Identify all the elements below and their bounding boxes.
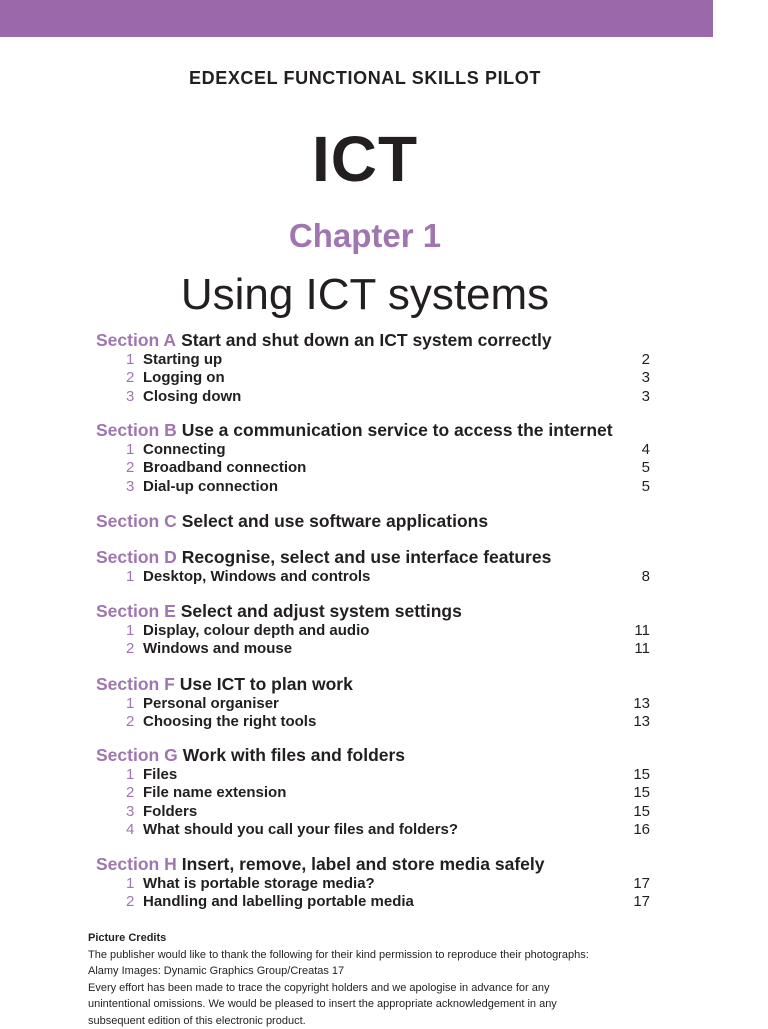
toc-section: [96, 329, 716, 406]
toc-entry: [96, 821, 716, 839]
entry-title: Connecting: [143, 441, 226, 459]
picture-credits: [88, 930, 728, 1029]
entry-page-number: 13: [616, 695, 650, 713]
entry-title: What is portable storage media?: [143, 875, 375, 893]
toc-entry: [96, 640, 716, 658]
section-title: Insert, remove, label and store media safely: [182, 854, 545, 874]
entry-number: 3: [126, 388, 134, 406]
entry-page-number: 13: [616, 713, 650, 731]
section-label: Section D: [96, 547, 177, 567]
entry-title: Personal organiser: [143, 695, 279, 713]
entry-number: 2: [126, 713, 134, 731]
toc-entry: [96, 441, 716, 459]
toc-entry: [96, 622, 716, 640]
section-heading: [96, 329, 716, 351]
section-title: Work with files and folders: [183, 745, 405, 765]
entry-title: Starting up: [143, 351, 222, 369]
entry-number: 2: [126, 459, 134, 477]
entry-page-number: 15: [616, 784, 650, 802]
entry-number: 1: [126, 875, 134, 893]
entry-page-number: 3: [616, 388, 650, 406]
entry-page-number: 15: [616, 766, 650, 784]
section-label: Section B: [96, 420, 177, 440]
toc-entry: [96, 784, 716, 802]
toc-section: [96, 744, 716, 839]
section-heading: [96, 853, 716, 875]
toc-entry: [96, 713, 716, 731]
entry-number: 2: [126, 893, 134, 911]
section-heading: [96, 600, 716, 622]
credits-line: subsequent edition of this electronic product.: [88, 1013, 728, 1029]
entry-page-number: 17: [616, 875, 650, 893]
section-heading: [96, 673, 716, 695]
chapter-title: Using ICT systems: [0, 270, 730, 320]
entry-title: Files: [143, 766, 177, 784]
toc-entry: [96, 478, 716, 496]
entry-number: 1: [126, 622, 134, 640]
entry-title: Dial-up connection: [143, 478, 278, 496]
entry-number: 3: [126, 803, 134, 821]
entry-number: 1: [126, 568, 134, 586]
section-label: Section F: [96, 674, 175, 694]
entry-number: 2: [126, 640, 134, 658]
toc-section: [96, 673, 716, 732]
toc-entry: [96, 388, 716, 406]
section-label: Section G: [96, 745, 178, 765]
toc-section: [96, 600, 716, 659]
credits-line: Alamy Images: Dynamic Graphics Group/Creatas 17: [88, 963, 728, 980]
entry-title: Display, colour depth and audio: [143, 622, 369, 640]
section-title: Recognise, select and use interface features: [182, 547, 552, 567]
entry-page-number: 4: [616, 441, 650, 459]
entry-page-number: 17: [616, 893, 650, 911]
toc-entry: [96, 766, 716, 784]
entry-page-number: 2: [616, 351, 650, 369]
series-title: EDEXCEL FUNCTIONAL SKILLS PILOT: [0, 68, 730, 89]
toc-section: [96, 853, 716, 912]
credits-line: Every effort has been made to trace the copyright holders and we apologise in advance for any: [88, 980, 728, 997]
entry-page-number: 16: [616, 821, 650, 839]
toc-entry: [96, 875, 716, 893]
section-label: Section H: [96, 854, 177, 874]
toc-entry: [96, 695, 716, 713]
section-title: Use a communication service to access the internet: [182, 420, 613, 440]
entry-title: Choosing the right tools: [143, 713, 316, 731]
section-heading: [96, 419, 716, 441]
section-label: Section A: [96, 330, 176, 350]
entry-page-number: 3: [616, 369, 650, 387]
credits-title: Picture Credits: [88, 930, 728, 947]
entry-title: Broadband connection: [143, 459, 306, 477]
section-title: Select and adjust system settings: [181, 601, 462, 621]
entry-number: 4: [126, 821, 134, 839]
section-heading: [96, 546, 716, 568]
toc-section: [96, 546, 716, 586]
entry-number: 1: [126, 351, 134, 369]
chapter-label: Chapter 1: [0, 217, 730, 255]
entry-title: File name extension: [143, 784, 286, 802]
toc-entry: [96, 351, 716, 369]
entry-page-number: 11: [616, 622, 650, 640]
entry-page-number: 8: [616, 568, 650, 586]
toc-entry: [96, 369, 716, 387]
toc-entry: [96, 459, 716, 477]
entry-title: Folders: [143, 803, 197, 821]
entry-title: Logging on: [143, 369, 225, 387]
entry-number: 3: [126, 478, 134, 496]
toc-entry: [96, 568, 716, 586]
section-title: Select and use software applications: [182, 511, 488, 531]
entry-page-number: 5: [616, 478, 650, 496]
section-heading: [96, 510, 716, 532]
subject-title: ICT: [0, 122, 730, 196]
section-heading: [96, 744, 716, 766]
section-label: Section C: [96, 511, 177, 531]
entry-number: 2: [126, 369, 134, 387]
entry-page-number: 11: [616, 640, 650, 658]
entry-number: 1: [126, 766, 134, 784]
entry-title: What should you call your files and folders?: [143, 821, 458, 839]
entry-title: Handling and labelling portable media: [143, 893, 414, 911]
entry-number: 2: [126, 784, 134, 802]
entry-title: Closing down: [143, 388, 241, 406]
entry-number: 1: [126, 695, 134, 713]
entry-page-number: 5: [616, 459, 650, 477]
toc-section: [96, 419, 716, 496]
section-title: Use ICT to plan work: [180, 674, 353, 694]
section-label: Section E: [96, 601, 176, 621]
entry-title: Desktop, Windows and controls: [143, 568, 370, 586]
entry-title: Windows and mouse: [143, 640, 292, 658]
toc-entry: [96, 803, 716, 821]
credits-line: unintentional omissions. We would be pleased to insert the appropriate acknowledgement in any: [88, 996, 728, 1013]
toc-entry: [96, 893, 716, 911]
toc-section: [96, 510, 716, 532]
credits-line: The publisher would like to thank the following for their kind permission to reproduce their photographs:: [88, 947, 728, 964]
entry-page-number: 15: [616, 803, 650, 821]
entry-number: 1: [126, 441, 134, 459]
section-title: Start and shut down an ICT system correctly: [181, 330, 552, 350]
header-color-bar: [0, 0, 713, 37]
